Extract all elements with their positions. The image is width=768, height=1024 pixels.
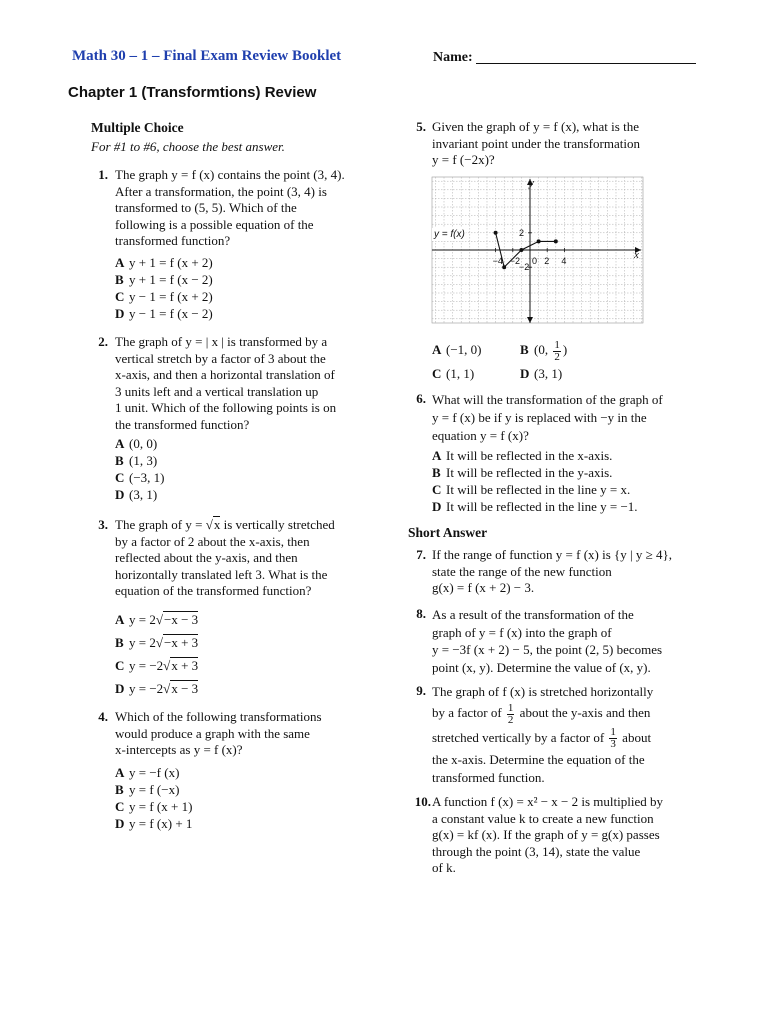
y-tick-label: −2 (519, 262, 530, 273)
x-tick-label: −4 (492, 256, 503, 266)
booklet-title: Math 30 – 1 – Final Exam Review Booklet (72, 48, 342, 64)
curve-point (519, 248, 523, 252)
q3-line: The graph of y = √x is vertically stretched (115, 517, 335, 532)
q4-option-d[interactable]: D y = f (x) + 1 (115, 816, 193, 831)
q10-number: 10. (414, 794, 431, 809)
q1-option-d[interactable]: D y − 1 = f (x − 2) (115, 306, 213, 321)
q6-option-b[interactable]: B It will be reflected in the y-axis. (432, 465, 613, 480)
q3-line: equation of the transformed function? (115, 583, 312, 598)
q6-option-d[interactable]: D It will be reflected in the line y = −1. (432, 499, 638, 514)
q2-line: 1 unit. Which of the following points is on (115, 400, 337, 415)
x-tick-label: −2 (509, 256, 521, 266)
q7-line: g(x) = f (x + 2) − 3. (432, 580, 535, 595)
y-axis-label: y (529, 177, 534, 189)
q2-line: The graph of y = | x | is transformed by a (115, 334, 328, 349)
q2-option-a[interactable]: A (0, 0) (115, 436, 158, 451)
q1-line: following is a possible equation of the (115, 216, 314, 232)
q10-line: through the point (3, 14), state the value (432, 843, 641, 859)
chapter-heading: Chapter 1 (Transformtions) Review (68, 84, 317, 101)
q6-number: 6. (416, 391, 426, 406)
q1-text (115, 167, 345, 250)
q2-number: 2. (98, 334, 108, 349)
q6-options (432, 447, 638, 515)
name-label: Name: (433, 50, 473, 65)
q7-line: If the range of function y = f (x) is {y | y ≥ 4}, (432, 547, 673, 562)
q3-line: reflected about the y-axis, and then (115, 550, 298, 565)
q2-line: the transformed function? (115, 416, 250, 432)
q10-line: of k. (432, 860, 456, 875)
q10-line: A function f (x) = x² − x − 2 is multiplied by (432, 794, 663, 809)
q5-option-b[interactable]: B (0, $\frac{1}{2}$ ) (520, 339, 568, 363)
multiple-choice-heading: Multiple Choice (91, 120, 184, 135)
y-tick-label: 2 (519, 227, 525, 238)
q4-option-a[interactable]: A y = −f (x) (115, 765, 180, 780)
q3-options (115, 608, 198, 700)
q1-options (115, 254, 213, 322)
x-tick-label: 4 (561, 256, 567, 266)
q10-text (432, 794, 663, 877)
q4-options (115, 764, 192, 832)
q4-line: x-intercepts as y = f (x)? (115, 742, 243, 757)
q9-number: 9. (416, 683, 426, 698)
q3-text (115, 517, 335, 600)
q5-line: Given the graph of y = f (x), what is the (432, 119, 639, 134)
q3-line: horizontally translated left 3. What is the (115, 566, 328, 582)
q7-number: 7. (416, 547, 426, 562)
curve-label: y = f(x) (434, 229, 465, 240)
q6-option-c[interactable]: C It will be reflected in the line y = x. (432, 482, 631, 497)
x-tick-label: 0 (532, 256, 538, 266)
q1-line: transformed to (5, 5). Which of the (115, 200, 297, 215)
q1-option-b[interactable]: B y + 1 = f (x − 2) (115, 272, 213, 287)
q6-text (432, 391, 663, 445)
q5-option-d[interactable]: D (3, 1) (520, 366, 563, 381)
q1-option-a[interactable]: A y + 1 = f (x + 2) (115, 255, 213, 270)
q6-line: What will the transformation of the graph of (432, 392, 663, 407)
q8-line: y = −3f (x + 2) − 5, the point (2, 5) becomes (432, 642, 663, 657)
x-axis-label: x (634, 249, 639, 261)
q5-text (432, 119, 640, 169)
q9-line: transformed function. (432, 770, 545, 786)
q5-number: 5. (416, 119, 426, 134)
q9-text (432, 683, 653, 786)
q2-option-d[interactable]: D (3, 1) (115, 487, 158, 502)
q2-option-c[interactable]: C (−3, 1) (115, 470, 165, 485)
q8-line: point (x, y). Determine the value of (x, y). (432, 659, 651, 675)
q2-text (115, 334, 336, 433)
q2-line: x-axis, and then a horizontal translation of (115, 367, 335, 382)
q2-line: 3 units left and a vertical translation up (115, 383, 319, 399)
q3-number: 3. (98, 517, 108, 532)
q2-options (115, 435, 165, 503)
curve-point (502, 265, 506, 269)
q4-line: would produce a graph with the same (115, 725, 310, 741)
q9-line: The graph of f (x) is stretched horizontally (432, 684, 654, 699)
q5-line: y = f (−2x)? (432, 152, 495, 167)
q7-text (432, 547, 672, 597)
q9-line: the x-axis. Determine the equation of the (432, 752, 645, 768)
q4-option-b[interactable]: B y = f (−x) (115, 782, 180, 797)
q5-option-a[interactable]: A (−1, 0) (432, 342, 482, 358)
q1-line: transformed function? (115, 233, 231, 248)
q9-line: by a factor of $\frac{1}{2}$ about the y-axis and then (432, 701, 651, 726)
curve-point (537, 239, 541, 243)
curve-point (554, 239, 558, 243)
q2-line: vertical stretch by a factor of 3 about the (115, 350, 326, 366)
q1-line: After a transformation, the point (3, 4) is (115, 183, 327, 199)
q1-option-c[interactable]: C y − 1 = f (x + 2) (115, 289, 213, 304)
q2-option-b[interactable]: B (1, 3) (115, 453, 158, 468)
q7-line: state the range of the new function (432, 563, 612, 579)
x-tick-label: 2 (544, 256, 550, 266)
q8-line: graph of y = f (x) into the graph of (432, 624, 612, 640)
curve-point (494, 231, 498, 235)
q5-line: invariant point under the transformation (432, 135, 640, 151)
q3-line: by a factor of 2 about the x-axis, then (115, 533, 310, 549)
q5-option-c[interactable]: C (1, 1) (432, 366, 475, 381)
q5-function-graph (430, 175, 645, 325)
q8-text (432, 606, 662, 676)
short-answer-heading: Short Answer (408, 525, 488, 540)
q4-line: Which of the following transformations (115, 709, 322, 724)
q3-option-a[interactable]: A y = 2√−x − 3 (115, 612, 199, 627)
q3-option-b[interactable]: B y = 2√−x + 3 (115, 635, 199, 650)
q4-text (115, 709, 322, 759)
q6-line: equation y = f (x)? (432, 428, 529, 443)
q9-line: stretched vertically by a factor of $\frac{1}{3}$ about (432, 726, 652, 751)
name-field-line[interactable] (476, 63, 696, 64)
q4-option-c[interactable]: C y = f (x + 1) (115, 799, 193, 814)
q4-number: 4. (98, 709, 108, 724)
q8-line: As a result of the transformation of the (432, 607, 634, 622)
q6-line: y = f (x) be if y is replaced with −y in the (432, 410, 647, 425)
q1-line: The graph y = f (x) contains the point (3, 4). (115, 167, 345, 182)
q3-option-c[interactable]: C y = −2√x + 3 (115, 658, 199, 673)
q6-option-a[interactable]: A It will be reflected in the x-axis. (432, 448, 613, 463)
q10-line: a constant value k to create a new function (432, 810, 654, 826)
q1-number: 1. (98, 167, 108, 182)
q5-options (432, 340, 567, 384)
q10-line: g(x) = kf (x). If the graph of y = g(x) passes (432, 827, 660, 842)
q8-number: 8. (416, 606, 426, 621)
q3-option-d[interactable]: D y = −2√x − 3 (115, 681, 199, 696)
instruction-text: For #1 to #6, choose the best answer. (91, 139, 285, 154)
